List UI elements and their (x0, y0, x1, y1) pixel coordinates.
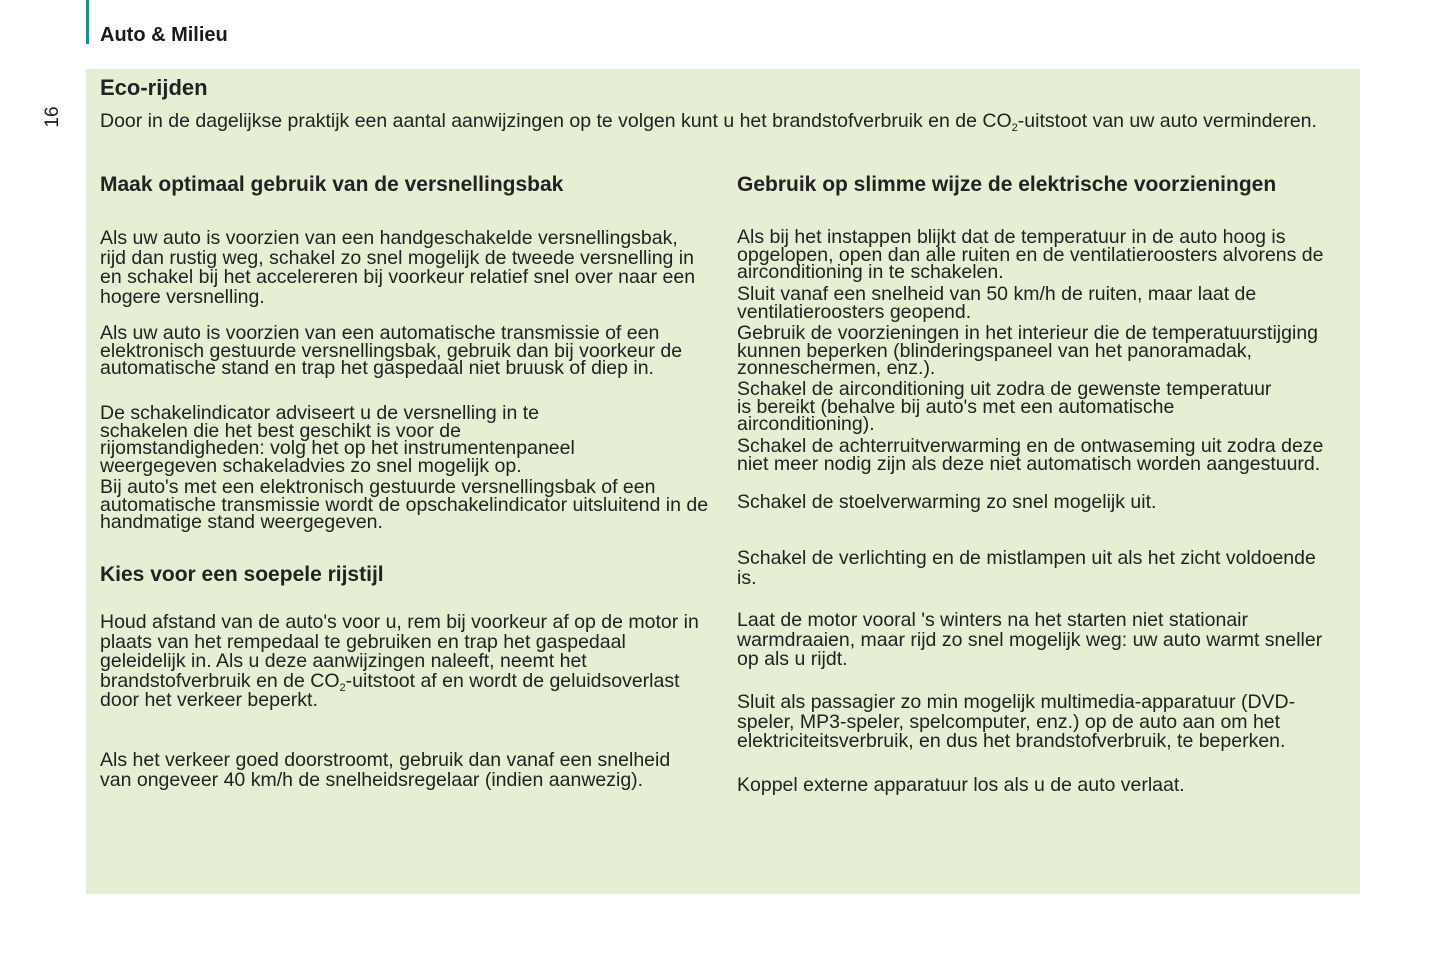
paragraph-upshift-indicator: Bij auto's met een elektronisch gestuurde versnellingsbak of een automatische transmissie wordt de opschakelindicator uitsluitend in de handmatige stand weergegeven. (100, 476, 709, 533)
paragraph-shift-indicator: De schakelindicator adviseert u de versnelling in te schakelen die het best geschikt is voor de rijomstandigheden: volg het op het instrumentenpaneel weergegeven schakeladvies zo snel mogelijk op. (100, 402, 575, 477)
paragraph-rear-defrost: Schakel de achterruitverwarming en de ontwaseming uit zodra deze niet meer nodig zijn als deze niet automatisch worden aangestuurd. (737, 435, 1324, 475)
paragraph-automatic-transmission: Als uw auto is voorzien van een automatische transmissie of een elektronisch gestuurde versnellingsbak, gebruik dan bij voorkeur de automatische stand en trap het gaspedaal niet bruusk of diep in. (100, 322, 683, 379)
paragraph-manual-gearbox: Als uw auto is voorzien van een handgeschakelde versnellingsbak, rijd dan rustig weg, schakel zo snel mogelijk de tweede versnelling in en schakel bij het accelereren bij voorkeur relatief snel over naar een hogere versnelling. (100, 227, 696, 308)
paragraph-multimedia: Sluit als passagier zo min mogelijk multimedia-apparatuur (DVD-speler, MP3-speler, spelcomputer, enz.) op de auto aan om het elektriciteitsverbruik, en dus het brandstofverbruik, te beperken. (737, 691, 1296, 752)
heading-electrical: Gebruik op slimme wijze de elektrische voorzieningen (737, 173, 1277, 196)
paragraph-cruise-control: Als het verkeer goed doorstroomt, gebruik dan vanaf een snelheid van ongeveer 40 km/h de snelheidsregelaar (indien aanwezig). (100, 749, 671, 791)
paragraph-lights: Schakel de verlichting en de mistlampen uit als het zicht voldoende is. (737, 547, 1316, 589)
paragraph-ventilation: Als bij het instappen blijkt dat de temperatuur in de auto hoog is opgelopen, open dan alle ruiten en de ventilatieroosters alvorens de airconditioning in te schakelen. (737, 226, 1324, 283)
paragraph-engine-warmup: Laat de motor vooral 's winters na het starten niet stationair warmdraaien, maar rijd zo snel mogelijk weg: uw auto warmt sneller op als u rijdt. (737, 609, 1323, 670)
paragraph-windows: Sluit vanaf een snelheid van 50 km/h de ruiten, maar laat de ventilatieroosters geopend. (737, 283, 1257, 323)
page-title: Eco-rijden (100, 75, 208, 100)
heading-smooth-driving: Kies voor een soepele rijstijl (100, 563, 384, 586)
page-number: 16 (42, 106, 63, 128)
paragraph-seat-heating: Schakel de stoelverwarming zo snel mogelijk uit. (737, 491, 1157, 513)
heading-gearbox: Maak optimaal gebruik van de versnellingsbak (100, 173, 564, 196)
paragraph-airconditioning: Schakel de airconditioning uit zodra de gewenste temperatuur is bereikt (behalve bij auto's met een automatische airconditioning). (737, 378, 1272, 435)
paragraph-disconnect-devices: Koppel externe apparatuur los als u de auto verlaat. (737, 774, 1185, 796)
paragraph-driving-style: Houd afstand van de auto's voor u, rem bij voorkeur af op de motor in plaats van het rempedaal te gebruiken en trap het gaspedaal geleidelijk in. Als u deze aanwijzingen naleeft, neemt het brandstofverbruik en de $CO_2$-uitstoot af en wordt de geluidsoverlast door het verkeer beperkt. (100, 611, 699, 711)
header-accent-bar (86, 0, 89, 44)
paragraph-interior-shading: Gebruik de voorzieningen in het interieur die de temperatuurstijging kunnen beperken (blinderingspaneel van het panoramadak, zonneschermen, enz.). (737, 322, 1319, 379)
intro-paragraph: Door in de dagelijkse praktijk een aantal aanwijzingen op te volgen kunt u het brandstofverbruik en de $CO_2$-uitstoot van uw auto verminderen. (100, 110, 1317, 134)
section-title: Auto & Milieu (100, 24, 228, 46)
